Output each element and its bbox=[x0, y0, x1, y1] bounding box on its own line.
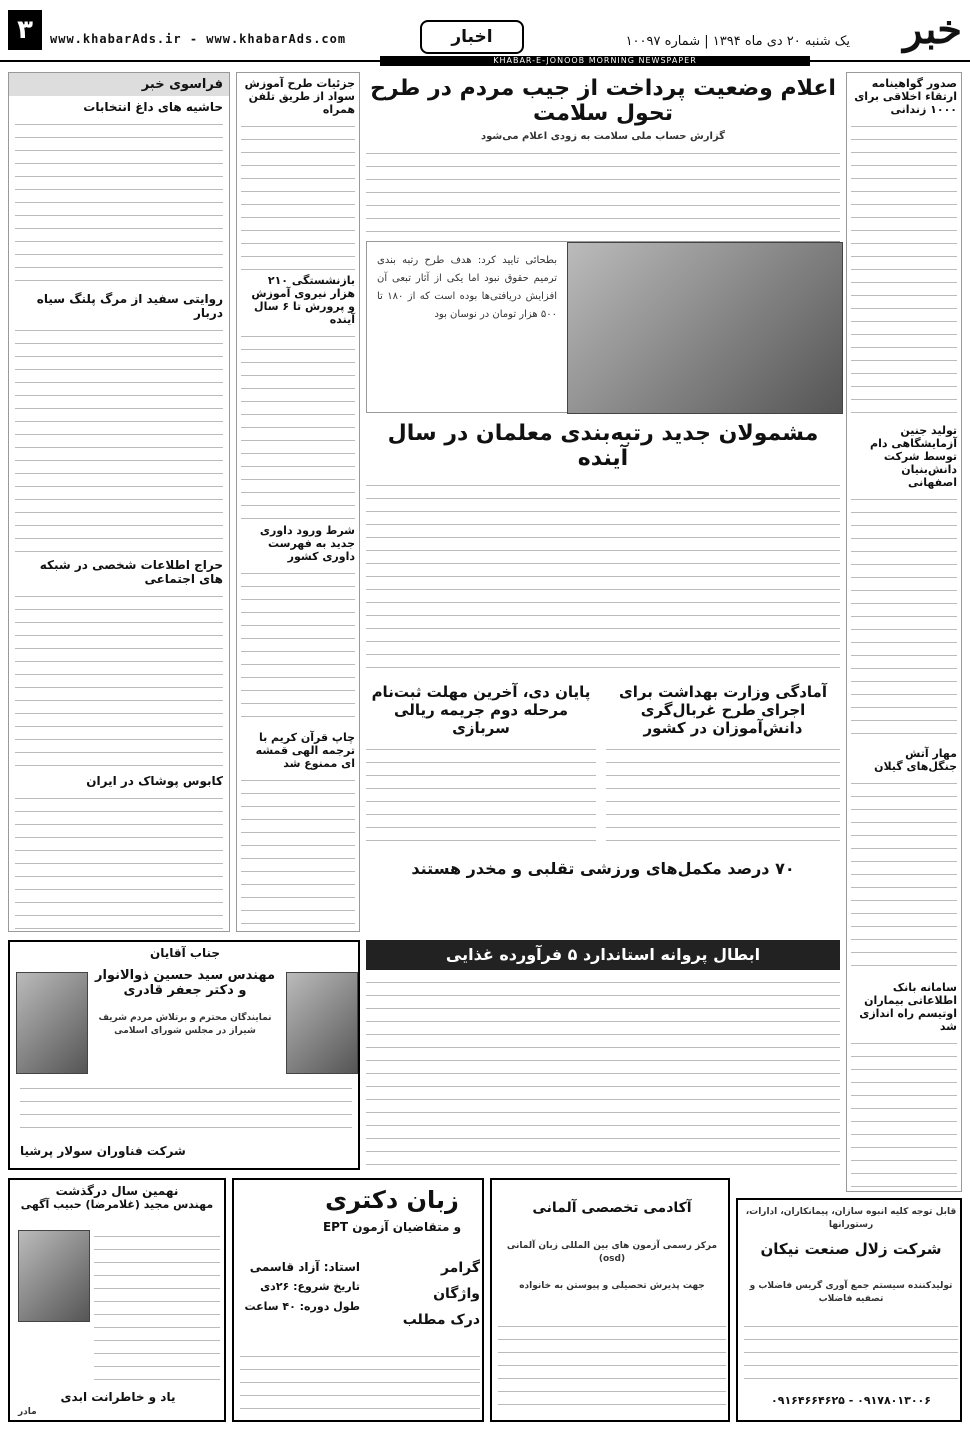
academy-note: جهت پذیرش تحصیلی و پیوستن به خانواده bbox=[519, 1281, 705, 1291]
teacher-photo-box bbox=[366, 241, 840, 413]
date-line: یک شنبه ۲۰ دی ماه ۱۳۹۴ | شماره ۱۰۰۹۷ bbox=[625, 34, 850, 49]
main-area bbox=[366, 72, 840, 932]
memorial-name: مهندس مجید (غلامرضا) حبیب آگهی bbox=[20, 1198, 214, 1211]
service-headline: پایان دی، آخرین مهلت ثبت‌نام مرحله دوم جریمه ریالی سربازی bbox=[371, 683, 591, 737]
article-title: چاپ قرآن کریم با ترجمه الهی قمشه ای ممنوع شد bbox=[255, 731, 355, 770]
lang-start: تاریخ شروع: ۲۶دی bbox=[260, 1280, 360, 1293]
article-body bbox=[366, 147, 840, 237]
sport-headline: ۷۰ درصد مکمل‌های ورزشی تقلبی و مخدر هستند bbox=[411, 859, 795, 878]
tagline: KHABAR-E-JONOOB MORNING NEWSPAPER bbox=[380, 56, 810, 66]
ad-title: جناب آقایان bbox=[149, 946, 221, 960]
academy-sub: مرکز رسمی آزمون های بین المللی زبان آلمانی (osd) bbox=[506, 1241, 718, 1264]
right-column bbox=[846, 72, 962, 1192]
article-body bbox=[366, 479, 840, 679]
article-title: تولید جنین آزمایشگاهی دام توسط شرکت دانش‌بنیان اصفهانی bbox=[870, 424, 957, 489]
article-title: صدور گواهینامه ارتقاء اخلاقی برای ۱۰۰۰ زندانی bbox=[854, 77, 957, 116]
lang-item: درک مطلب bbox=[402, 1312, 480, 1328]
company-ad bbox=[736, 1198, 962, 1422]
company-title: شرکت زلال صنعت نیکان bbox=[760, 1240, 942, 1258]
memorial-signature: یاد و خاطرانت ابدی bbox=[60, 1390, 176, 1404]
ad-names: مهندس سید حسین ذوالانوار و دکتر جعفر قادری bbox=[94, 968, 276, 998]
article-body bbox=[851, 120, 957, 420]
memorial-poem bbox=[94, 1230, 220, 1380]
health-headline: آمادگی وزارت بهداشت برای اجرای طرح غربال‌گری دانش‌آموزان در کشور bbox=[619, 683, 827, 737]
official-photo bbox=[567, 242, 843, 414]
memorial-ad bbox=[8, 1178, 226, 1422]
article-body bbox=[241, 330, 355, 520]
article-body bbox=[241, 774, 355, 932]
portrait-photo bbox=[16, 972, 88, 1074]
article-body bbox=[15, 118, 223, 288]
ad-body bbox=[240, 1350, 480, 1410]
company-phone[interactable]: ۰۹۱۷۸۰۱۳۰۰۶ - ۰۹۱۶۴۶۶۴۶۲۵ bbox=[771, 1394, 931, 1407]
page-number: ۳ bbox=[8, 10, 42, 50]
lower-news bbox=[366, 683, 840, 853]
article-body bbox=[366, 976, 840, 1172]
congrats-ad bbox=[8, 940, 360, 1170]
article-body bbox=[15, 324, 223, 554]
article-title: مهار آتش جنگل‌های گیلان bbox=[874, 747, 957, 773]
article-title: بازنشستگی ۲۱۰ هزار نیروی آموزش و پرورش تا ۶ سال آینده bbox=[251, 274, 355, 326]
company-head: قابل توجه کلیه انبوه سازان، پیمانکاران، ادارات، رستورانها bbox=[745, 1207, 957, 1230]
left-column bbox=[8, 72, 230, 932]
article-body bbox=[241, 567, 355, 727]
article-title: جزئیات طرح آموزش سواد از طریق تلفن همراه bbox=[244, 77, 355, 116]
memorial-footer: مادر bbox=[18, 1407, 37, 1417]
portrait-photo bbox=[18, 1230, 90, 1322]
masthead bbox=[0, 0, 970, 65]
mid-column bbox=[236, 72, 360, 932]
newspaper-logo: خبر bbox=[903, 6, 962, 53]
article-title: شرط ورود داوری جدید به فهرست داوری کشور bbox=[259, 524, 355, 563]
article-body bbox=[241, 120, 355, 270]
food-banner bbox=[366, 940, 840, 970]
ad-body bbox=[498, 1320, 726, 1410]
photo-caption: بطحائی تایید کرد: هدف طرح رتبه بندی ترمیم حقوق نبود اما یکی از آثار تبعی آن افزایش دریافتی‌ها بوده است که از ۱۸۰ تا ۵۰۰ هزار تومان در نوسان بود bbox=[377, 255, 558, 320]
lang-sub: و متقاضیان آزمون EPT bbox=[322, 1220, 462, 1234]
website-url[interactable]: www.khabarAds.ir - www.khabarAds.com bbox=[50, 32, 347, 46]
main-headline: اعلام وضعیت پرداخت از جیب مردم در طرح تحول سلامت bbox=[370, 76, 836, 126]
company-sub: تولیدکننده سیستم جمع آوری گریس فاضلاب و تصفیه فاضلاب bbox=[749, 1281, 953, 1304]
article-body bbox=[851, 493, 957, 743]
lang-duration: طول دوره: ۴۰ ساعت bbox=[244, 1300, 360, 1313]
language-ad bbox=[232, 1178, 484, 1422]
lang-item: واژگان bbox=[433, 1286, 480, 1302]
memorial-title: نهمین سال درگذشت bbox=[55, 1184, 179, 1198]
article-body bbox=[15, 590, 223, 770]
ad-body bbox=[744, 1320, 958, 1380]
article-body bbox=[15, 792, 223, 932]
article-title: حراج اطلاعات شخصی در شبکه های اجتماعی bbox=[39, 558, 223, 586]
lang-title: زبان دکتری bbox=[325, 1186, 459, 1214]
article-title: کابوس پوشاک در ایران bbox=[86, 774, 223, 788]
main-subhead: گزارش حساب ملی سلامت به زودی اعلام می‌شود bbox=[481, 131, 725, 142]
article-title: سامانه بانک اطلاعاتی بیماران اوتیسم راه اندازی شد bbox=[859, 981, 957, 1033]
ad-subtitle: نمایندگان محترم و برتلاش مردم شریف شیراز در مجلس شورای اسلامی bbox=[98, 1013, 272, 1036]
academy-title: آکادمی تخصصی آلمانی bbox=[532, 1200, 692, 1216]
food-headline: ابطال پروانه استاندارد ۵ فرآورده غذایی bbox=[445, 945, 761, 964]
teacher-headline: مشمولان جدید رتبه‌بندی معلمان در سال آینده bbox=[387, 421, 819, 471]
lang-item: گرامر bbox=[440, 1260, 480, 1276]
article-body bbox=[851, 1037, 957, 1192]
article-body bbox=[606, 743, 840, 843]
portrait-photo bbox=[286, 972, 358, 1074]
section-label: اخبار bbox=[420, 20, 524, 54]
academy-ad bbox=[490, 1178, 730, 1422]
ad-signature: شرکت فناوران سولار پرشیا bbox=[20, 1144, 186, 1158]
article-title: روایتی سفید از مرگ پلنگ سیاه دربار bbox=[36, 292, 223, 320]
ad-body bbox=[20, 1082, 352, 1132]
article-title: حاشیه های داغ انتخابات bbox=[83, 100, 223, 114]
article-body bbox=[366, 743, 596, 843]
article-body bbox=[851, 777, 957, 977]
lang-teacher: استاد: آزاد قاسمی bbox=[249, 1260, 360, 1274]
column-title: فراسوی خبر bbox=[9, 73, 229, 96]
